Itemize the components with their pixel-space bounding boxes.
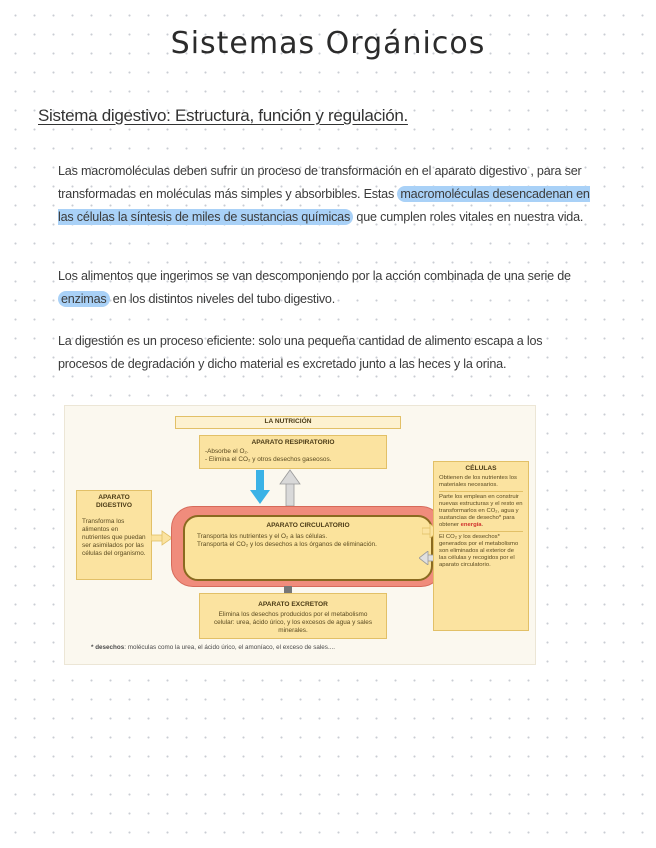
page-title: Sistemas Orgánicos <box>170 26 486 61</box>
celulas-text2a: Parte los emplean en construir nuevas estructuras y el resto en transformarlos en CO₂, agua y sustancias de desecho* para obtener <box>439 494 523 528</box>
paragraph-1-highlight: macromoléculas desencadenan en las células la síntesis de miles de sustancias químicas <box>58 187 590 224</box>
paragraph-3-text: La digestión es un proceso eficiente: solo una pequeña cantidad de alimento escapa a los procesos de degradación y dicho material es excretado junto a las heces y la orina. <box>58 334 543 371</box>
paragraph-2-text-a: Los alimentos que ingerimos se van descomponiendo por la acción combinada de una serie de <box>58 269 571 283</box>
celulas-energia: energía <box>460 522 482 528</box>
circulatorio-line1: Transporta los nutrientes y el O₂ a las células. <box>197 533 328 540</box>
paragraph-2-highlight: enzimas <box>58 291 110 307</box>
respiratorio-line1: -Absorbe el O₂. <box>205 448 249 455</box>
circulatorio-line2: Transporta el CO₂ y los desechos a los órganos de eliminación. <box>197 541 377 548</box>
section-heading: Sistema digestivo: Estructura, función y regulación. <box>38 106 408 125</box>
arrow-right-digestivo-icon <box>151 530 173 546</box>
digestivo-box <box>76 490 152 580</box>
respiratorio-box <box>199 435 387 469</box>
circulatorio-box <box>183 515 433 581</box>
paragraph-1-text-b: que cumplen roles vitales en nuestra vida. <box>353 210 584 224</box>
digestivo-text: Transforma los alimentos en nutrientes que puedan ser asimilados por las células del organismo. <box>82 518 146 557</box>
celulas-title: CÉLULAS <box>465 465 497 472</box>
digestivo-title: APARATO DIGESTIVO <box>96 494 132 509</box>
circulatorio-title: APARATO CIRCULATORIO <box>266 522 350 529</box>
paragraph-2 <box>58 265 594 311</box>
diagram-header: LA NUTRICIÓN <box>264 418 312 425</box>
nutrition-diagram <box>64 405 536 665</box>
celulas-box <box>433 461 529 631</box>
celulas-text3: El CO₂ y los desechos* generados por el metabolismo son eliminados al exterior de las células y recogidos por el aparato circulatorio. <box>439 531 523 569</box>
celulas-text2c: . <box>481 522 484 528</box>
paragraph-3 <box>58 330 594 376</box>
footnote-text: : moléculas como la urea, el ácido úrico, el amoníaco, el exceso de sales.... <box>124 644 335 651</box>
diagram-footnote <box>91 644 335 651</box>
paragraph-1-text-a: Las macromoléculas deben sufrir un proceso de transformación en el aparato digestivo , para ser transformadas en moléculas más simples y absorbibles. Estas <box>58 164 582 201</box>
respiratory-arrows <box>245 468 305 508</box>
excretor-title: APARATO EXCRETOR <box>258 601 328 608</box>
celulas-text1: Obtienen de los nutrientes los materiales necesarios. <box>439 475 517 488</box>
arrow-up-grey-icon <box>280 470 300 506</box>
paragraph-2-text-b: en los distintos niveles del tubo digestivo. <box>109 292 336 306</box>
footnote-label: * desechos <box>91 644 125 651</box>
respiratorio-line2: - Elimina el CO₂ y otros desechos gaseosos. <box>205 456 332 463</box>
diagram-header-box <box>175 416 401 429</box>
excretor-text: Elimina los desechos producidos por el metabolismo celular: urea, ácido úrico, y los excesos de agua y sales minerales. <box>213 611 373 634</box>
arrow-down-blue-icon <box>250 470 270 504</box>
paragraph-1 <box>58 160 594 229</box>
excretor-box <box>199 593 387 639</box>
respiratorio-title: APARATO RESPIRATORIO <box>251 439 335 446</box>
